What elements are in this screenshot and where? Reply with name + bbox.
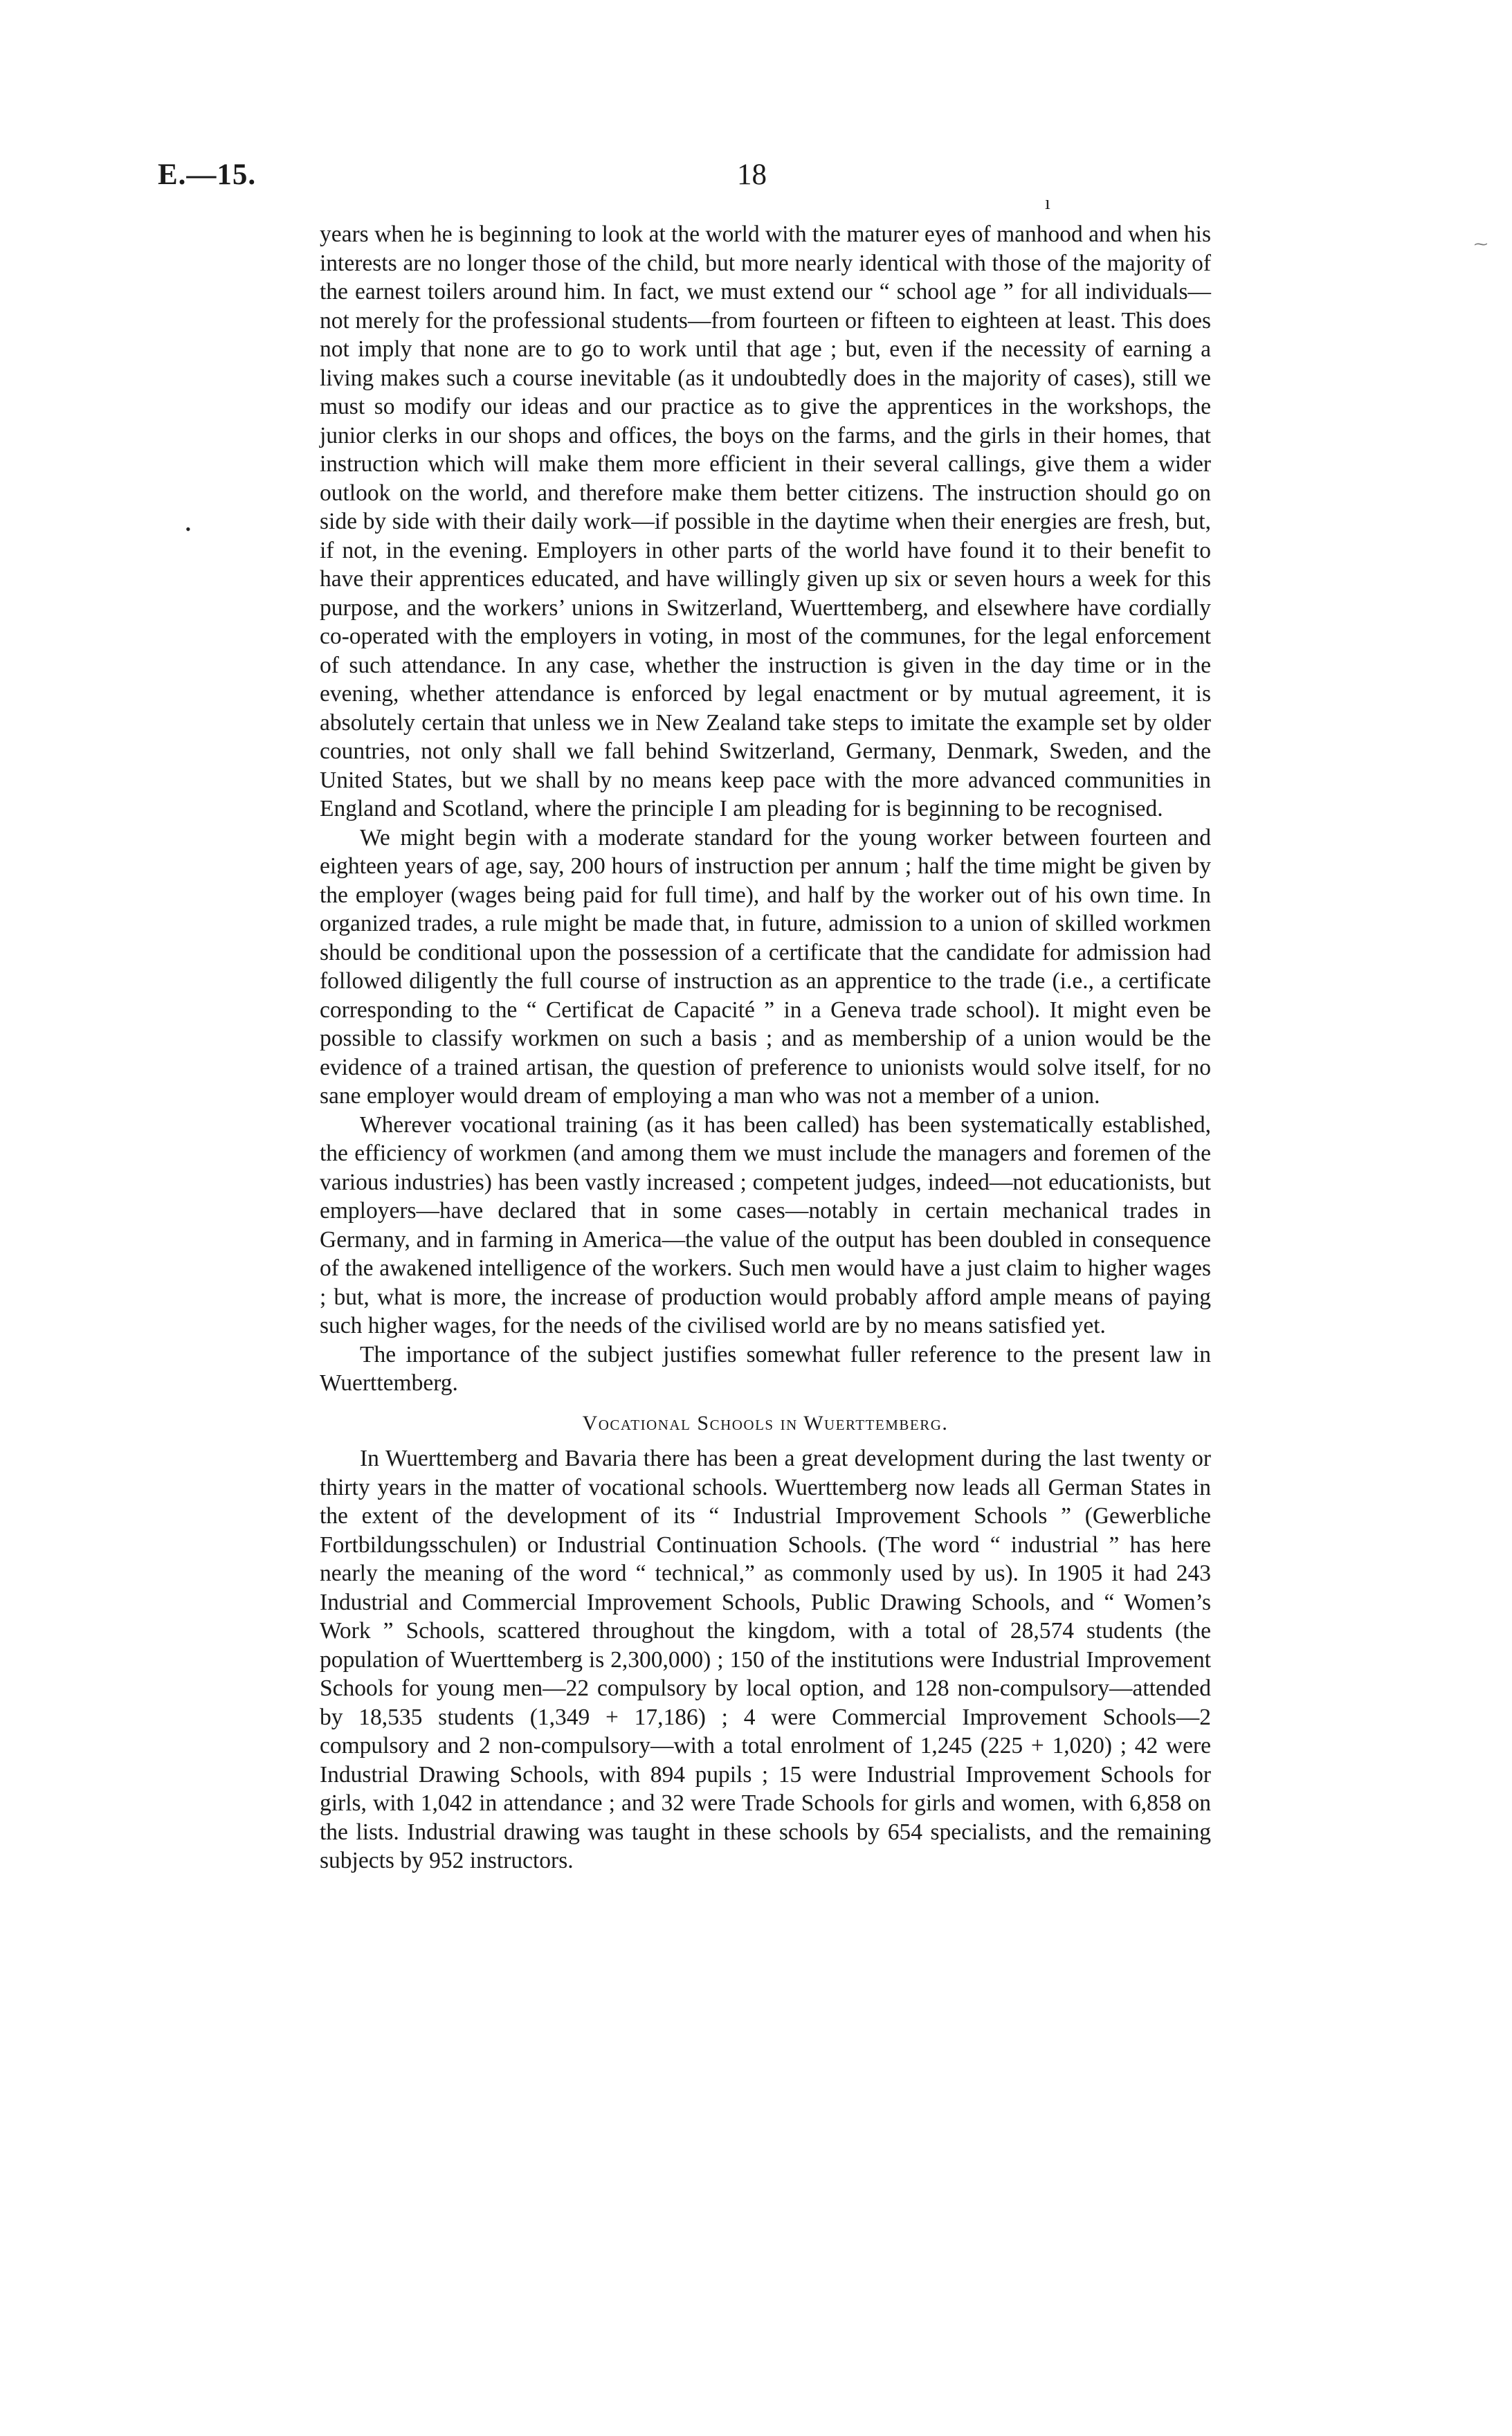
page-header [0,158,1512,199]
paragraph-wuerttemberg: In Wuerttemberg and Bavaria there has been a great development during the last twenty or thirty years in the matter of vocational schools. Wuerttemberg now leads all German States in the extent of the development of its “ Industrial Improvement Schools ” (Gewerbliche Fortbildungsschulen) or Industrial Continuation Schools. (The word “ industrial ” has here nearly the meaning of the word “ technical,” as commonly used by us). In 1905 it had 243 Industrial and Commercial Improvement Schools, Public Drawing Schools, and “ Women’s Work ” Schools, scattered throughout the kingdom, with a total of 28,574 students (the population of Wuerttemberg is 2,300,000) ; 150 of the institutions were Industrial Improvement Schools for young men—22 compulsory by local option, and 128 non-compulsory—attended by 18,535 students (1,349 + 17,186) ; 4 were Commercial Improvement Schools—2 compulsory and 2 non-compulsory—with a total enrolment of 1,245 (225 + 1,020) ; 42 were Industrial Drawing Schools, with 894 pupils ; 15 were Industrial Improvement Schools for girls, with 1,042 in attendance ; and 32 were Trade Schools for girls and women, with 6,858 on the lists. Industrial drawing was taught in these schools by 654 specialists, and the remaining subjects by 952 instructors. [320,1446,1211,1873]
margin-dash-mark: ⁓ [1474,237,1488,252]
stray-tick-mark: ı [1045,192,1050,214]
margin-dot-mark: • [185,520,191,538]
document-reference: E.—15. [158,158,257,191]
paragraph-continuation: years when he is beginning to look at the world with the maturer eyes of manhood and when his interests are no longer those of the child, but more nearly identical with those of the majority of the earnest toilers around him. In fact, we must extend our “ school age ” for all individuals—not merely for the professional students—from fourteen or fifteen to eighteen at least. This does not imply that none are to go to work until that age ; but, even if the necessity of earning a living makes such a course inevitable (as it undoubtedly does in the majority of cases), still we must so modify our ideas and our practice as to give the apprentices in the workshops, the junior clerks in our shops and offices, the boys on the farms, and the girls in their homes, that instruction which will make them more efficient in their several callings, give them a wider outlook on the world, and therefore make them better citizens. The instruction should go on side by side with their daily work—if possible in the daytime when their energies are fresh, but, if not, in the evening. Employers in other parts of the world have found it to their benefit to have their apprentices educated, and have willingly given up six or seven hours a week for this purpose, and the workers’ unions in Switzerland, Wuerttemberg, and elsewhere have cordially co-operated with the employers in voting, in most of the communes, for the legal enforcement of such attendance. In any case, whether the instruction is given in the day time or in the evening, whether attendance is enforced by legal enactment or by mutual agreement, it is absolutely certain that unless we in New Zealand take steps to imitate the example set by older countries, not only shall we fall behind Switzerland, Germany, Denmark, Sweden, and the United States, but we shall by no means keep pace with the more advanced communities in England and Scotland, where the principle I am pleading for is beginning to be recognised. [320,221,1211,821]
body-text [320,220,1211,1875]
paragraph-vocational-training: Wherever vocational training (as it has been called) has been systematically established, the efficiency of workmen (and among them we must include the managers and foremen of the various industries) has been vastly increased ; competent judges, indeed—not educationists, but employers—have declared that in some cases—notably in certain mechanical trades in Germany, and in farming in America—the value of the output has been doubled in consequence of the awakened intelligence of the workers. Such men would have a just claim to higher wages ; but, what is more, the increase of production would probably afford ample means of paying such higher wages, for the needs of the civilised world are by no means satisfied yet. [320,1111,1211,1338]
paragraph-importance: The importance of the subject justifies somewhat fuller reference to the present law in Wuerttemberg. [320,1341,1211,1396]
page-number: 18 [737,158,767,191]
paragraph-standard: We might begin with a moderate standard for the young worker between fourteen and eighteen years of age, say, 200 hours of instruction per annum ; half the time might be given by the employer (wages being paid for full time), and half by the worker out of his own time. In organized trades, a rule might be made that, in future, admission to a union of skilled workmen should be conditional upon the possession of a certificate that the candidate for admission had followed diligently the full course of instruction as an apprentice to the trade (i.e., a certificate corresponding to the “ Certificat de Capacité ” in a Geneva trade school). It might even be possible to classify workmen on such a basis ; and as membership of a union would be the evidence of a trained artisan, the question of preference to unionists would solve itself, for no sane employer would dream of employing a man who was not a member of a union. [320,824,1211,1109]
section-heading: Vocational Schools in Wuerttemberg. [582,1411,949,1435]
